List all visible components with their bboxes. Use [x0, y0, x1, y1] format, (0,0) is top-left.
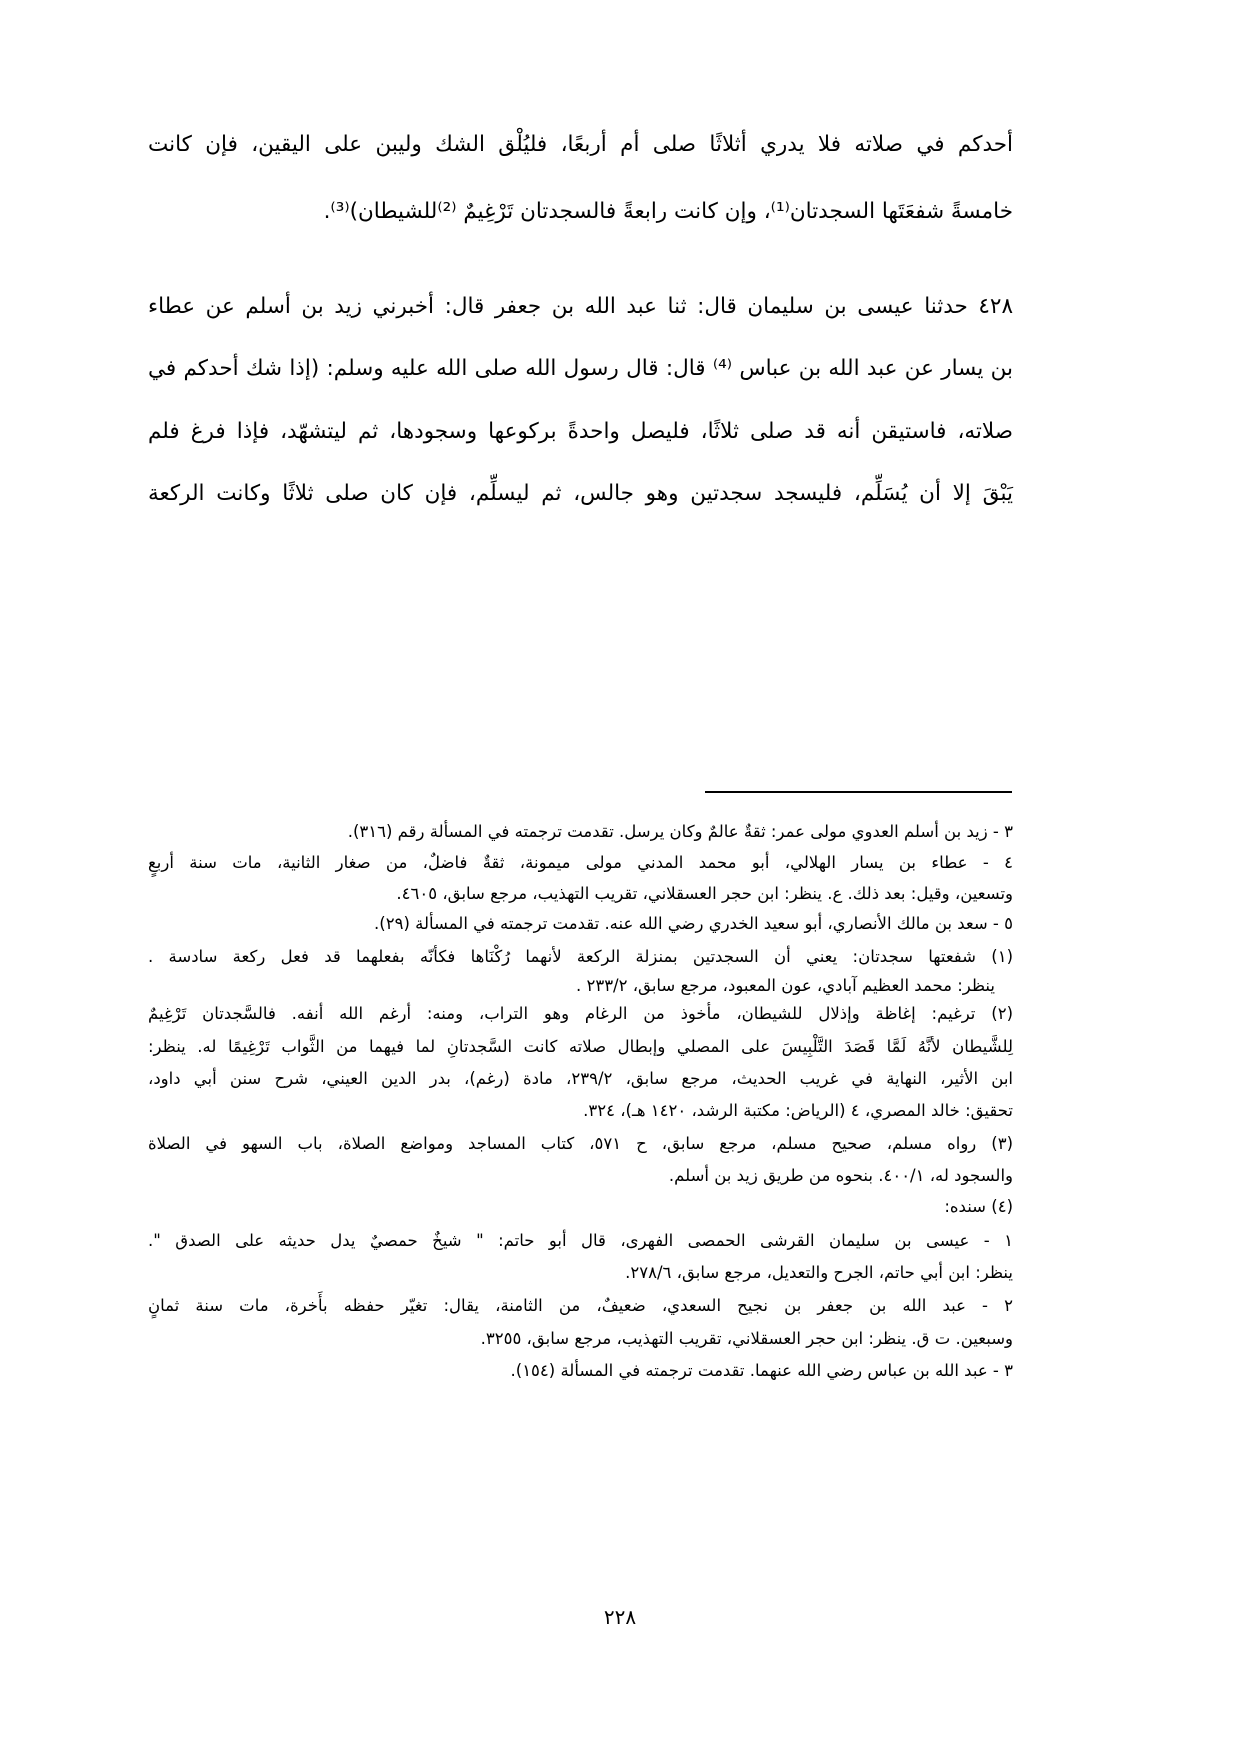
footnote-line: لِلشَّيطان لأنَّهُ لَمَّا قَصَدَ التَّلْبِيسَ على المصلي وإبطال صلاته كانت السَّجدتانِ لما فيهما من الثَّواب تَرْغِيمًا له. ينظر:: [148, 1037, 1013, 1056]
footnote-line: ٢ - عبد الله بن جعفر بن نجيح السعدي، ضعيفٌ، من الثامنة، يقال: تغيّر حفظه بأَخرة، مات سنة ثمانٍ: [148, 1296, 1013, 1315]
main-text-line-1: أحدكم في صلاته فلا يدري أثلاثًا صلى أم أربعًا، فليُلْق الشك وليبن على اليقين، فإن كانت: [148, 132, 1013, 157]
footnote-line: (٣) رواه مسلم، صحيح مسلم، مرجع سابق، ح ٥٧١، كتاب المساجد ومواضع الصلاة، باب السهو في الصلاة: [148, 1134, 1013, 1153]
footnote-line: ينظر: ابن أبي حاتم، الجرح والتعديل، مرجع سابق، ٢٧٨/٦.: [625, 1263, 1013, 1282]
footnote-line: ٣ - عبد الله بن عباس رضي الله عنهما. تقدمت ترجمته في المسألة (١٥٤).: [510, 1361, 1013, 1380]
main-text-line-3: ٤٢٨ حدثنا عيسى بن سليمان قال: ثنا عبد الله بن جعفر قال: أخبرني زيد بن أسلم عن عطاء: [148, 294, 1013, 319]
footnote-line: ابن الأثير، النهاية في غريب الحديث، مرجع سابق، ٢٣٩/٢، مادة (رغم)، بدر الدين العيني، شرح سنن أبي داود،: [148, 1069, 1013, 1088]
footnote-separator: [705, 791, 1012, 793]
footnote-line: ١ - عيسى بن سليمان القرشى الحمصى الفهرى، قال أبو حاتم: " شيخٌ حمصيٌ يدل حديثه على الصدق ".: [148, 1231, 1013, 1250]
footnote-line: (١) شفعتها سجدتان: يعني أن السجدتين بمنزلة الركعة لأنهما رُكْنَاها فكأنّه بفعلهما قد فعل ركعة سادسة .: [148, 947, 1013, 966]
main-text-line-4: بن يسار عن عبد الله بن عباس ⁽⁴⁾ قال: قال رسول الله صلى الله عليه وسلم: (إذا شك أحدكم في: [148, 356, 1013, 381]
footnote-line: وتسعين، وقيل: بعد ذلك. ع. ينظر: ابن حجر العسقلاني، تقريب التهذيب، مرجع سابق، ٤٦٠٥.: [396, 884, 1013, 903]
footnote-line: (٢) ترغيم: إغاظة وإذلال للشيطان، مأخوذ من الرغام وهو التراب، ومنه: أرغم الله أنفه. فالسَّجدتان تَرْغِيمٌ: [148, 1004, 1013, 1023]
footnote-line: ينظر: محمد العظيم آبادي، عون المعبود، مرجع سابق، ٢٣٣/٢ .: [575, 976, 995, 995]
main-text-line-5: صلاته، فاستيقن أنه قد صلى ثلاثًا، فليصل واحدةً بركوعها وسجودها، ثم ليتشهّد، فإذا فرغ فلم: [148, 419, 1013, 444]
footnote-line: والسجود له، ٤٠٠/١. بنحوه من طريق زيد بن أسلم.: [668, 1166, 1013, 1185]
footnote-line: ٤ - عطاء بن يسار الهلالي، أبو محمد المدني مولى ميمونة، ثقةٌ فاضلٌ، من صغار الثانية، مات سنة أربعٍ: [148, 853, 1013, 872]
page-number: ٢٢٨: [603, 1605, 637, 1629]
main-text-line-6: يَبْقَ إلا أن يُسَلِّم، فليسجد سجدتين وهو جالس، ثم ليسلِّم، فإن كان صلى ثلاثًا وكانت الركعة: [148, 481, 1013, 506]
footnote-line: (٤) سنده:: [944, 1197, 1013, 1216]
footnote-line: ٥ - سعد بن مالك الأنصاري، أبو سعيد الخدري رضي الله عنه. تقدمت ترجمته في المسألة (٢٩).: [374, 914, 1013, 933]
footnote-line: ٣ - زيد بن أسلم العدوي مولى عمر: ثقةٌ عالمٌ وكان يرسل. تقدمت ترجمته في المسألة رقم (٣١٦).: [347, 822, 1013, 841]
main-text-line-2: خامسةً شفعَتَها السجدتان⁽¹⁾، وإن كانت رابعةً فالسجدتان تَرْغِيمٌ ⁽²⁾للشيطان)⁽³⁾.: [323, 199, 1013, 224]
footnote-line: وسبعين. ت ق. ينظر: ابن حجر العسقلاني، تقريب التهذيب، مرجع سابق، ٣٢٥٥.: [480, 1329, 1013, 1348]
footnote-line: تحقيق: خالد المصري، ٤ (الرياض: مكتبة الرشد، ١٤٢٠ هـ)، ٣٢٤.: [583, 1101, 1013, 1120]
